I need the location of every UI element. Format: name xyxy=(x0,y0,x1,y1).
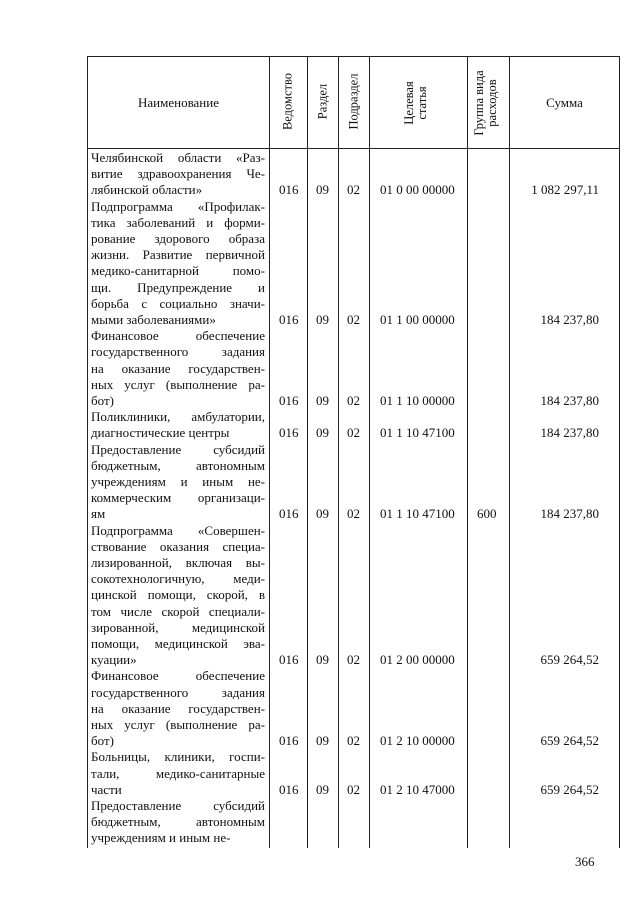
row-name xyxy=(91,199,265,329)
row-name xyxy=(91,798,265,847)
row-name-line: ных услуг (выполнение ра- xyxy=(91,717,265,732)
row-name xyxy=(91,409,265,441)
row-name-line: бот) xyxy=(91,733,114,749)
row-name-line: Предоставление субсидий xyxy=(91,798,265,813)
row-name-line: части xyxy=(91,781,122,797)
row-name-line: мыми заболеваниями» xyxy=(91,312,216,328)
row-name-line: Поликлиники, амбулатории, xyxy=(91,409,265,425)
row-name xyxy=(91,749,265,798)
row-name-line: сокотехнологичную, меди- xyxy=(91,571,265,587)
row-section: 09 xyxy=(316,393,329,408)
row-sum: 659 264,52 xyxy=(540,781,599,797)
row-sub: 02 xyxy=(347,425,360,441)
row-sub: 02 xyxy=(347,182,360,198)
col-line-target xyxy=(467,56,468,848)
row-name-line: Подпрограмма «Профилак- xyxy=(91,198,265,214)
row-sub: 02 xyxy=(347,393,360,408)
page-number: 366 xyxy=(575,854,595,869)
header-dept: Ведомство xyxy=(280,72,295,131)
col-line-left xyxy=(87,56,88,848)
row-name-line: Челябинской области «Раз- xyxy=(91,150,265,165)
row-name-line: лябинской области» xyxy=(91,182,203,198)
row-name-line: лизированной, включая вы- xyxy=(91,555,265,570)
header-sum: Сумма xyxy=(546,95,583,110)
row-name-line: Финансовое обеспечение xyxy=(91,328,265,344)
row-section: 09 xyxy=(316,182,329,198)
header-name: Наименование xyxy=(138,95,219,110)
row-name-line: государственного задания xyxy=(91,344,265,360)
row-name-line: ям xyxy=(91,506,106,522)
row-dept: 016 xyxy=(279,182,299,198)
row-name-line: учреждениям и иным не- xyxy=(91,474,265,489)
row-name-line: медико-санитарной помо- xyxy=(91,263,265,279)
row-sub: 02 xyxy=(347,506,360,522)
col-line-section xyxy=(338,56,339,848)
header-exp-line1: Группа вида xyxy=(472,70,486,136)
row-sum: 659 264,52 xyxy=(540,652,599,668)
row-section: 09 xyxy=(316,652,329,668)
header-exp-line2: расходов xyxy=(485,79,499,127)
row-dept: 016 xyxy=(279,781,299,797)
row-name xyxy=(91,328,265,409)
row-sub: 02 xyxy=(347,733,360,749)
row-sum: 1 082 297,11 xyxy=(531,182,599,198)
row-target: 01 1 00 00000 xyxy=(380,312,455,327)
row-name-line: помощи, медицинской эва- xyxy=(91,636,265,652)
row-sum: 659 264,52 xyxy=(540,733,599,749)
row-name-line: рование здорового образа xyxy=(91,231,265,246)
row-name-line: Больницы, клиники, госпи- xyxy=(91,749,265,765)
row-target: 01 2 00 00000 xyxy=(380,652,455,668)
row-name-line: цинской помощи, скорой, в xyxy=(91,587,265,603)
row-name xyxy=(91,668,265,749)
row-name-line: щи. Предупреждение и xyxy=(91,279,265,295)
row-sub: 02 xyxy=(347,652,360,668)
row-target: 01 1 10 00000 xyxy=(380,393,455,408)
row-sum: 184 237,80 xyxy=(540,312,599,327)
row-exp: 600 xyxy=(477,506,497,522)
header-target-line2: статья xyxy=(415,86,429,120)
row-target: 01 2 10 00000 xyxy=(380,733,455,749)
row-name-line: ствование оказания специа- xyxy=(91,538,265,554)
row-section: 09 xyxy=(316,733,329,749)
row-name xyxy=(91,150,265,199)
col-line-right xyxy=(619,56,620,848)
row-target: 01 2 10 47000 xyxy=(380,781,455,797)
row-name-line: диагностические центры xyxy=(91,425,230,441)
col-line-exp xyxy=(509,56,510,848)
row-target: 01 1 10 47100 xyxy=(380,425,455,441)
header-section: Раздел xyxy=(315,83,330,120)
row-name-line: бюджетным, автономным xyxy=(91,457,265,473)
row-dept: 016 xyxy=(279,425,299,441)
row-section: 09 xyxy=(316,312,329,327)
row-section: 09 xyxy=(316,781,329,797)
row-name-line: борьба с социально значи- xyxy=(91,295,265,311)
row-name-line: бюджетным, автономным xyxy=(91,814,265,830)
row-section: 09 xyxy=(316,425,329,441)
row-name-line: Подпрограмма «Совершен- xyxy=(91,522,265,538)
row-name-line: тали, медико-санитарные xyxy=(91,765,265,781)
row-name-line: зированной, медицинской xyxy=(91,619,265,635)
header-target xyxy=(403,63,433,143)
row-name-line: государственного задания xyxy=(91,684,265,700)
row-name-line: куации» xyxy=(91,652,137,668)
header-exp xyxy=(473,63,503,143)
row-sub: 02 xyxy=(347,312,360,327)
header-subsection: Подраздел xyxy=(346,73,361,130)
row-sum: 184 237,80 xyxy=(540,393,599,408)
row-name-line: на оказание государствен- xyxy=(91,700,265,716)
row-name-line: на оказание государствен- xyxy=(91,360,265,376)
col-line-sub xyxy=(369,56,370,848)
row-name-line: Предоставление субсидий xyxy=(91,441,265,457)
row-name xyxy=(91,523,265,669)
row-sum: 184 237,80 xyxy=(540,506,599,522)
row-name-line: том числе скорой специали- xyxy=(91,603,265,619)
row-name-line: коммерческим организаци- xyxy=(91,490,265,506)
row-sum: 184 237,80 xyxy=(540,425,599,441)
row-name xyxy=(91,442,265,523)
row-section: 09 xyxy=(316,506,329,522)
row-name-line: жизни. Развитие первичной xyxy=(91,247,265,263)
row-dept: 016 xyxy=(279,506,299,522)
table-top-border xyxy=(87,56,620,57)
row-name-line: бот) xyxy=(91,393,114,408)
row-dept: 016 xyxy=(279,393,299,408)
col-line-name xyxy=(269,56,270,848)
row-target: 01 1 10 47100 xyxy=(380,506,455,522)
row-name-line: тика заболеваний и форми- xyxy=(91,214,265,230)
row-dept: 016 xyxy=(279,312,299,327)
row-target: 01 0 00 00000 xyxy=(380,182,455,198)
row-dept: 016 xyxy=(279,733,299,749)
row-dept: 016 xyxy=(279,652,299,668)
row-sub: 02 xyxy=(347,781,360,797)
row-name-line: ных услуг (выполнение ра- xyxy=(91,376,265,392)
row-name-line: учреждениям и иным не- xyxy=(91,830,231,846)
header-target-line1: Целевая xyxy=(402,81,416,125)
row-name-line: витие здравоохранения Че- xyxy=(91,166,265,182)
row-name-line: Финансовое обеспечение xyxy=(91,668,265,684)
header-bottom-border xyxy=(87,148,620,149)
col-line-dept xyxy=(307,56,308,848)
